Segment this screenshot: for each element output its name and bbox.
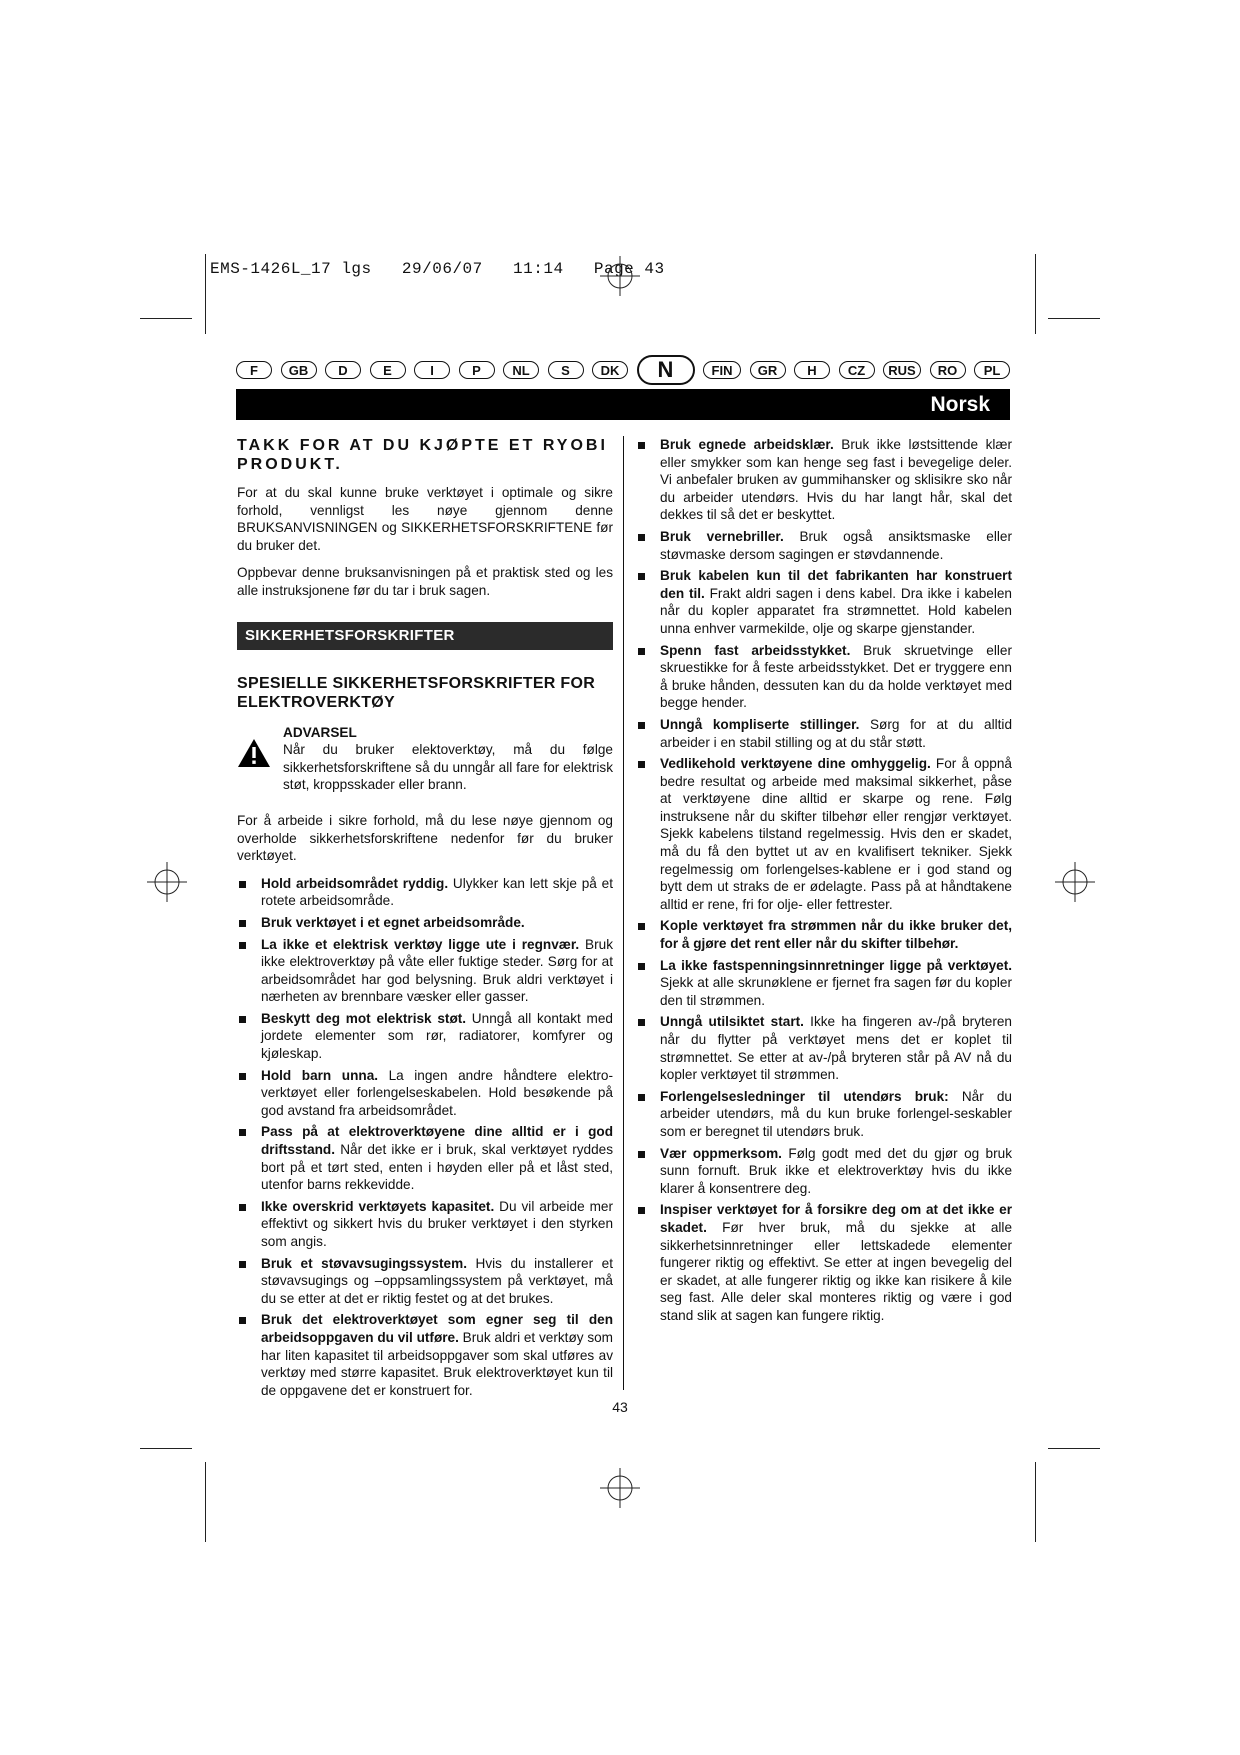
section-title: SIKKERHETSFORSKRIFTER — [237, 622, 613, 650]
item-bold: Inspiser verktøyet for å forsikre deg om at det ikke er skadet. — [660, 1202, 1012, 1235]
item-text: Frakt aldri sagen i dens kabel. Dra ikke i kabelen når du kopler apparatet fra strømnettet. Hold kabelen unna enhver varmekilde, olje og skarpe gjenstander. — [660, 585, 1012, 636]
right-safety-list — [636, 436, 1012, 1325]
list-item — [237, 914, 613, 932]
print-slug: EMS-1426L_17 lgs 29/06/07 11:14 Page 43 — [210, 260, 665, 278]
list-item — [636, 1145, 1012, 1198]
list-item — [237, 1123, 613, 1193]
tab-lang-h[interactable]: H — [794, 361, 830, 379]
intro-heading: TAKK FOR AT DU KJØPTE ET RYOBI PRODUKT. — [237, 437, 608, 473]
list-item — [237, 936, 613, 1006]
page-title: Norsk — [930, 392, 990, 416]
intro-paragraph: Oppbevar denne bruksanvisningen på et praktisk sted og les alle instruksjonene før du tar i bruk sagen. — [237, 565, 613, 598]
item-text: Bruk også ansiktsmaske eller støvmaske dersom sagingen er støvdannende. — [660, 528, 1012, 562]
tab-lang-e[interactable]: E — [370, 361, 406, 379]
tab-lang-ro[interactable]: RO — [930, 361, 966, 379]
item-bold: Kople verktøyet fra strømmen når du ikke bruker det, for å gjøre det rent eller når du skifter tilbehør. — [660, 918, 1012, 952]
registration-mark-icon — [147, 862, 187, 902]
item-bold: Forlengelsesledninger til utendørs bruk: — [660, 1088, 949, 1104]
crop-mark — [1048, 318, 1100, 319]
crop-mark — [1035, 254, 1036, 334]
warning-triangle-icon — [237, 738, 271, 768]
item-text: Følg godt med det du gjør og bruk sunn fornuft. Bruk ikke et elektroverktøy hvis du ikke klarer å konsentrere deg. — [660, 1145, 1012, 1196]
crop-mark — [140, 318, 192, 319]
item-bold: Ikke overskrid verktøyets kapasitet. — [261, 1198, 495, 1214]
item-text: Bruk skruetvinge eller skruestikke for å feste arbeidsstykket. Det er tryggere enn å bruke hånden, dessuten kan du da holde verktøyet med begge hender. — [660, 642, 1012, 711]
list-item — [636, 642, 1012, 712]
page-number: 43 — [612, 1399, 628, 1415]
item-text: Når du arbeider utendørs, må du kun bruke forlengel-seskabler som er beregnet til utendørs bruk. — [660, 1088, 1012, 1139]
registration-mark-icon — [600, 1468, 640, 1508]
item-bold: Bruk egnede arbeidsklær. — [660, 437, 834, 452]
item-bold: Bruk kabelen kun til det fabrikanten har konstruert den til. — [660, 568, 1012, 601]
right-column — [636, 436, 1012, 1329]
item-text: Bruk aldri et verktøy som har liten kapasitet til arbeidsoppgaver som skal utføres av verktøy med større kapasitet. Bruk elektroverktøyet kun til de oppgavene det er konstruert for. — [261, 1329, 614, 1398]
crop-mark — [205, 254, 206, 334]
registration-mark-icon — [600, 256, 640, 296]
list-item — [636, 957, 1012, 1010]
item-text: La ingen andre håndtere elektro-verktøyet eller forlengelseskabelen. Hold besøkende på god avstand fra arbeidsområdet. — [261, 1067, 614, 1118]
item-bold: Bruk vernebriller. — [660, 528, 784, 544]
crop-mark — [1035, 1462, 1036, 1542]
item-bold: Vedlikehold verktøyene dine omhyggelig. — [660, 756, 931, 772]
item-text: Bruk ikke elektroverktøy på våte eller fuktige steder. Sørg for at arbeidsområdet har god belysning. Bruk aldri verktøyet i nærheten av brennbare væsker eller gasser. — [261, 936, 614, 1005]
language-title-bar — [236, 389, 1010, 420]
list-item — [636, 1201, 1012, 1324]
intro-paragraph: For at du skal kunne bruke verktøyet i optimale og sikre forhold, vennligst les nøye gjennom denne BRUKSANVISNINGEN og SIKKERHETSFORSKRIFTENE før du bruker det. — [237, 485, 613, 553]
item-bold: Beskytt deg mot elektrisk støt. — [261, 1010, 467, 1026]
tab-lang-s[interactable]: S — [548, 361, 584, 379]
tab-lang-gr[interactable]: GR — [750, 361, 786, 379]
list-item — [237, 1067, 613, 1120]
list-item — [636, 436, 1012, 524]
item-text: Unngå all kontakt med jordete elementer som rør, radiatorer, komfyrer og kjøleskap. — [261, 1010, 613, 1062]
tab-lang-nl[interactable]: NL — [503, 361, 539, 379]
tab-lang-d[interactable]: D — [325, 361, 361, 379]
item-text: Hvis du installerer et støvavsugings og –oppsamlingssystem på verktøyet, må du se etter at det er riktig festet og at det brukes. — [261, 1255, 613, 1306]
item-bold: Hold barn unna. — [261, 1067, 379, 1083]
tab-lang-dk[interactable]: DK — [592, 361, 628, 379]
tab-lang-gb[interactable]: GB — [281, 361, 317, 379]
item-text: For å oppnå bedre resultat og arbeide med maksimal sikkerhet, påse at verktøyene dine alltid er skarpe og rene. Følg instruksene når du skifter tilbehør eller rengjør verktøyet. Sjekk kabelens tilstand regelmessig. Hvis den er skadet, må du få den byttet ut av en kvalifisert tekniker. Sjekk regelmessig om forlengelses-kablene er i god stand og bytt dem ut straks de er ødelagte. Pass på at håndtakene alltid er rene, fri for olje- eller fettrester. — [660, 756, 1012, 912]
item-bold: Unngå utilsiktet start. — [660, 1014, 804, 1030]
warning-text: Når du bruker elektoverktøy, må du følge sikkerhetsforskriftene så du unngår all fare for elektrisk støt, kroppsskader eller brann. — [283, 742, 613, 793]
list-item — [636, 917, 1012, 952]
language-tabs — [236, 352, 1010, 388]
item-text: Sørg for at du alltid arbeider i en stabil stilling og at du står støtt. — [660, 716, 1013, 750]
item-bold: Unngå kompliserte stillinger. — [660, 716, 860, 732]
item-bold: La ikke et elektrisk verktøy ligge ute i regnvær. — [261, 936, 580, 952]
item-bold: Bruk det elektroverktøyet som egner seg til den arbeidsoppgaven du vil utføre. — [261, 1312, 613, 1345]
item-text: Ulykker kan lett skje på et rotete arbeidsområde. — [261, 875, 613, 909]
item-bold: Bruk et støvavsugingssystem. — [261, 1255, 467, 1271]
item-bold: Bruk verktøyet i et egnet arbeidsområde. — [261, 914, 525, 930]
sub-heading: SPESIELLE SIKKERHETSFORSKRIFTER FOR ELEKTROVERKTØY — [237, 674, 596, 711]
list-item — [237, 1255, 613, 1308]
list-item — [237, 875, 613, 910]
registration-mark-icon — [1055, 862, 1095, 902]
list-item — [636, 528, 1012, 563]
crop-mark — [1048, 1448, 1100, 1449]
list-item — [237, 1010, 613, 1063]
tab-lang-i[interactable]: I — [414, 361, 450, 379]
list-item — [636, 1088, 1012, 1141]
tab-lang-fin[interactable]: FIN — [703, 361, 741, 379]
list-item — [237, 1311, 613, 1399]
item-bold: Vær oppmerksom. — [660, 1145, 782, 1161]
warning-title: ADVARSEL — [283, 724, 357, 740]
list-item — [636, 1013, 1012, 1083]
list-item — [237, 1198, 613, 1251]
item-text: Før hver bruk, må du sjekke at alle sikkerhetsinnretninger eller lettskadede elementer fungerer riktig og effektivt. Se etter at ingen bevegelig del er skadet, at alle fungerer riktig og ikke kan risikere å kile seg fast. Alle deler skal monteres riktig og være i god stand slik at sagen kan fungere riktig. — [660, 1219, 1012, 1323]
warning-block — [237, 724, 613, 794]
tab-lang-pl[interactable]: PL — [974, 361, 1010, 379]
item-bold: La ikke fastspenningsinnretninger ligge på verktøyet. — [660, 957, 1012, 973]
list-item — [636, 755, 1012, 913]
tab-lang-f[interactable]: F — [236, 361, 272, 379]
tab-lang-cz[interactable]: CZ — [839, 361, 875, 379]
item-text: Du vil arbeide mer effektivt og sikkert hvis du bruker verktøyet i den styrken som angis. — [261, 1198, 613, 1249]
tab-lang-n[interactable]: N — [637, 355, 695, 385]
left-safety-list — [237, 875, 613, 1400]
crop-mark — [205, 1462, 206, 1542]
item-bold: Pass på at elektroverktøyene dine alltid er i god driftsstand. — [261, 1124, 613, 1158]
item-text: Når det ikke er i bruk, skal verktøyet ryddes bort på et tørt sted, enten i høyden eller på et låst sted, utenfor barns rekkevidde. — [261, 1142, 613, 1193]
lead-paragraph: For å arbeide i sikre forhold, må du lese nøye gjennom og overholde sikkerhetsforskriftene nedenfor før du bruker verktøyet. — [237, 812, 613, 864]
column-divider — [623, 436, 624, 1390]
item-bold: Spenn fast arbeidsstykket. — [660, 642, 851, 658]
item-bold: Hold arbeidsområdet ryddig. — [261, 875, 449, 891]
list-item — [636, 716, 1012, 751]
crop-mark — [140, 1448, 192, 1449]
tab-lang-p[interactable]: P — [459, 361, 495, 379]
item-text: Bruk ikke løstsittende klær eller smykker som kan henge seg fast i bevegelige deler. Vi anbefaler bruken av gummihansker og sklisikre sko når du arbeider utendørs. Hvis du har langt hår, skal det dekkes til så det er beskyttet. — [660, 437, 1012, 523]
left-column — [237, 436, 613, 1403]
list-item — [636, 567, 1012, 637]
tab-lang-rus[interactable]: RUS — [883, 361, 921, 379]
item-text: Sjekk at alle skrunøklene er fjernet fra sagen før du kopler den til strømmen. — [660, 975, 1012, 1008]
item-text: Ikke ha fingeren av-/på bryteren når du flytter på verktøyet mens det er koplet til strømnettet. Se etter at av-/på bryteren står på AV nå du kopler verktøyet til strømmen. — [660, 1014, 1012, 1083]
